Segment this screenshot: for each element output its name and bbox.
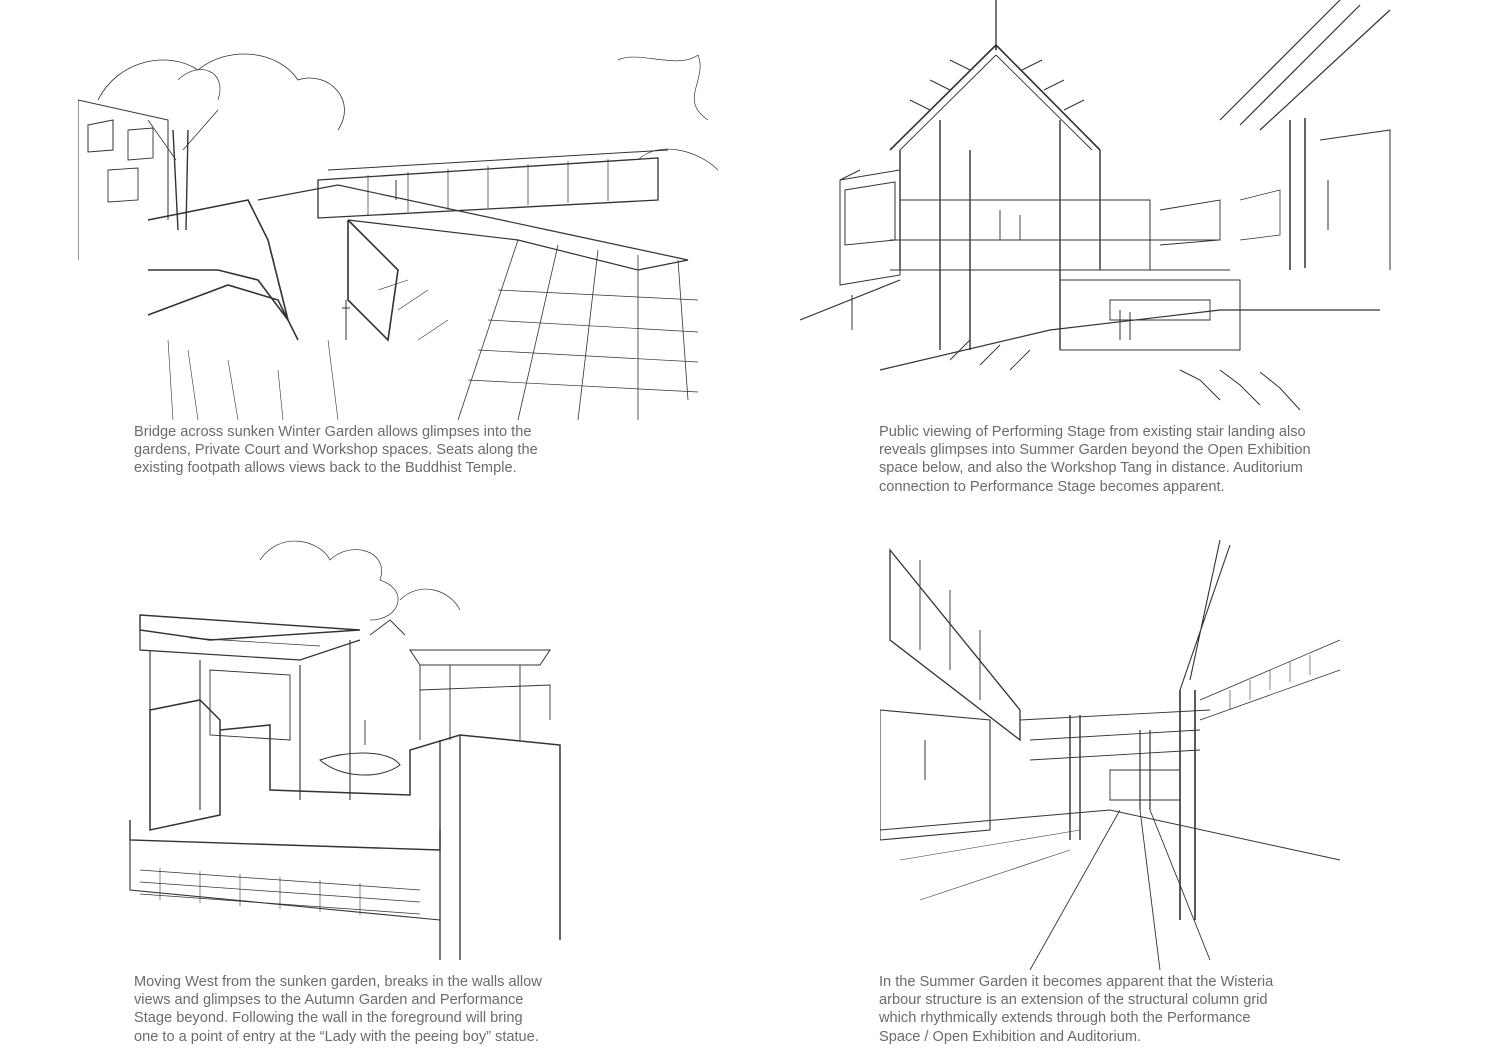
caption-line: one to a point of entry at the “Lady with the peeing boy” statue. bbox=[134, 1028, 539, 1045]
caption-line: Stage beyond. Following the wall in the foreground will bring bbox=[134, 1010, 523, 1027]
caption-line: arbour structure is an extension of the structural column grid bbox=[879, 992, 1268, 1009]
caption-line: connection to Performance Stage becomes apparent. bbox=[879, 478, 1225, 495]
sketch-winter-garden-bridge bbox=[78, 40, 728, 420]
caption-line: existing footpath allows views back to the Buddhist Temple. bbox=[134, 460, 517, 477]
caption-autumn-garden-walls bbox=[134, 973, 542, 1046]
caption-line: space below, and also the Workshop Tang in distance. Auditorium bbox=[879, 460, 1303, 477]
caption-winter-garden-bridge bbox=[134, 423, 538, 478]
caption-line: In the Summer Garden it becomes apparent that the Wisteria bbox=[879, 974, 1274, 990]
caption-line: Public viewing of Performing Stage from existing stair landing also bbox=[879, 424, 1306, 440]
caption-line: views and glimpses to the Autumn Garden and Performance bbox=[134, 992, 524, 1009]
caption-line: Bridge across sunken Winter Garden allows glimpses into the bbox=[134, 424, 532, 440]
caption-line: which rhythmically extends through both the Performance bbox=[879, 1010, 1251, 1027]
caption-line: gardens, Private Court and Workshop spaces. Seats along the bbox=[134, 442, 538, 459]
caption-summer-garden-arbour bbox=[879, 973, 1273, 1046]
sketch-autumn-garden-walls bbox=[120, 520, 590, 960]
sketch-performing-stage-view bbox=[800, 0, 1400, 420]
caption-line: reveals glimpses into Summer Garden beyond the Open Exhibition bbox=[879, 442, 1311, 459]
caption-performing-stage-view bbox=[879, 423, 1311, 496]
sketch-summer-garden-arbour bbox=[880, 540, 1350, 970]
caption-line: Space / Open Exhibition and Auditorium. bbox=[879, 1028, 1142, 1045]
caption-line: Moving West from the sunken garden, breaks in the walls allow bbox=[134, 974, 542, 990]
